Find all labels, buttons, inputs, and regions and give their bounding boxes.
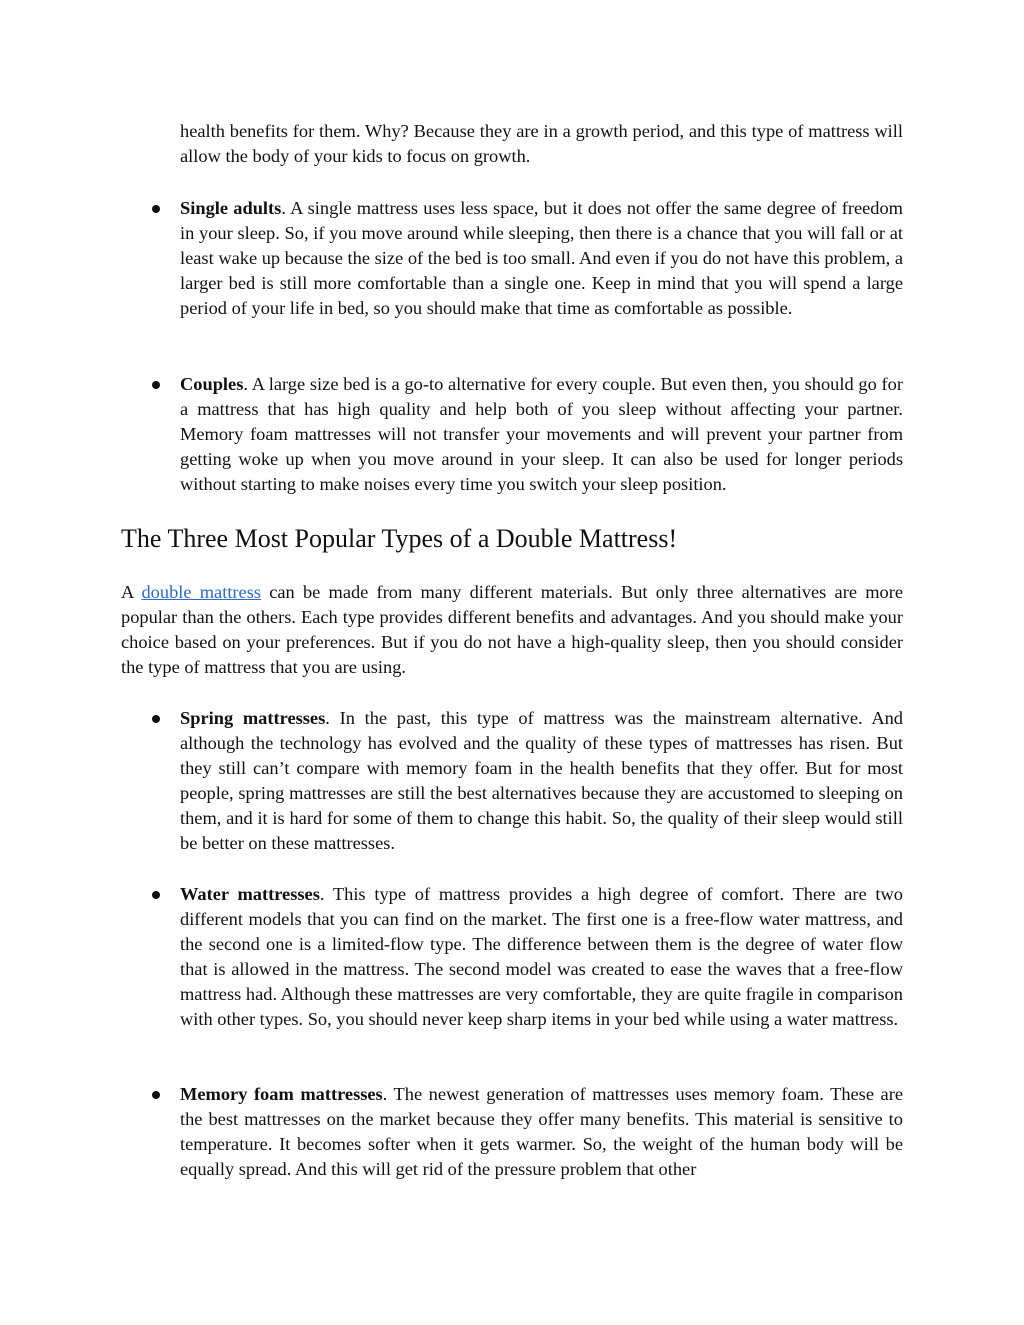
list-item-term: Water mattresses [180, 884, 320, 904]
list-item-water-mattresses [180, 882, 903, 1032]
list-item-couples [180, 372, 903, 497]
bullet-icon [152, 381, 160, 389]
list-item-term: Spring mattresses [180, 708, 326, 728]
list-item-term: Couples [180, 374, 244, 394]
list-item-text: . A large size bed is a go-to alternative for every couple. But even then, you should go for a mattress that has high quality and help both of you sleep without affecting your partner. Memory foam mattresses will not transfer your movements and will prevent your partner from getting woke up when you move around in your sleep. It can also be used for longer periods without starting to make noises every time you switch your sleep position. [180, 374, 903, 494]
list-item-text: . This type of mattress provides a high degree of comfort. There are two different models that you can find on the market. The first one is a free-flow water mattress, and the second one is a limited-flow type. The difference between them is the degree of water flow that is allowed in the mattress. The second model was created to ease the waves that a free-flow mattress had. Although these mattresses are very comfortable, they are quite fragile in comparison with other types. So, you should never keep sharp items in your bed while using a water mattress. [180, 884, 903, 1029]
bullet-icon [152, 715, 160, 723]
intro-paragraph [121, 580, 903, 680]
continuation-paragraph: health benefits for them. Why? Because they are in a growth period, and this type of mattress will allow the body of your kids to focus on growth. [180, 121, 903, 166]
list-item-single-adults [180, 196, 903, 321]
list-item-text: . The newest generation of mattresses uses memory foam. These are the best mattresses on the market because they offer many benefits. This material is sensitive to temperature. It becomes softer when it gets warmer. So, the weight of the human body will be equally spread. And this will get rid of the pressure problem that other [180, 1084, 903, 1179]
section-heading: The Three Most Popular Types of a Double Mattress! [121, 524, 678, 553]
list-item-term: Memory foam mattresses [180, 1084, 383, 1104]
double-mattress-link[interactable]: double mattress [141, 582, 262, 602]
list-item-memory-foam-mattresses [180, 1082, 903, 1182]
bullet-icon [152, 891, 160, 899]
list-item-text: . A single mattress uses less space, but it does not offer the same degree of freedom in your sleep. So, if you move around while sleeping, then there is a chance that you will fall or at least wake up because the size of the bed is too small. And even if you do not have this problem, a larger bed is still more comfortable than a single one. Keep in mind that you will spend a large period of your life in bed, so you should make that time as comfortable as possible. [180, 198, 903, 318]
intro-suffix: can be made from many different materials. But only three alternatives are more popular than the others. Each type provides different benefits and advantages. And you should make your choice based on your preferences. But if you do not have a high-quality sleep, then you should consider the type of mattress that you are using. [121, 582, 903, 677]
bullet-icon [152, 205, 160, 213]
bullet-icon [152, 1091, 160, 1099]
list-item-spring-mattresses [180, 706, 903, 856]
list-item-term: Single adults [180, 198, 282, 218]
list-item-text: . In the past, this type of mattress was the mainstream alternative. And although the technology has evolved and the quality of these types of mattresses has risen. But they still can’t compare with memory foam in the health benefits that they offer. But for most people, spring mattresses are still the best alternatives because they are accustomed to sleeping on them, and it is hard for some of them to change this habit. So, the quality of their sleep would still be better on these mattresses. [180, 708, 904, 853]
intro-prefix: A [121, 582, 142, 602]
